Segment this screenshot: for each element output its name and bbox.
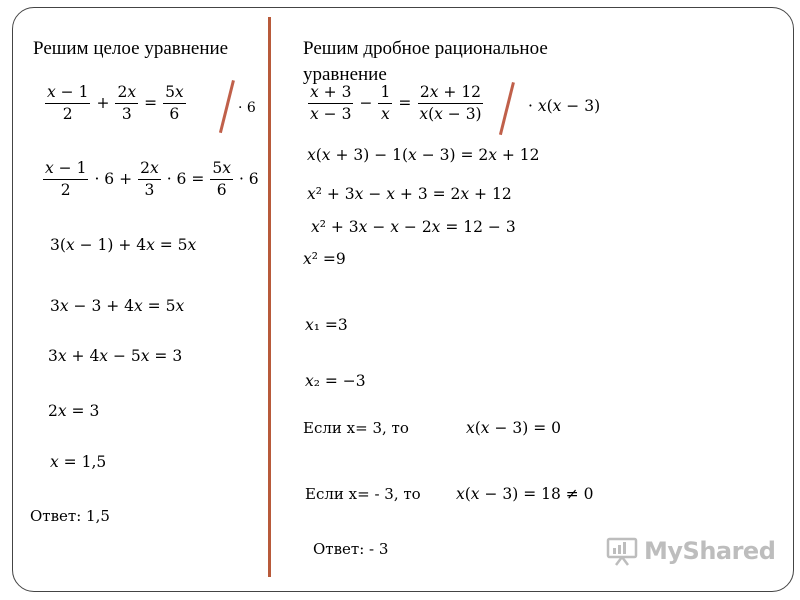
- right-equation-1: $\frac{\text{𝑥 + 3}}{\text{𝑥 − 3}}$ − $\frac{1}{\text{𝑥}}$ = $\frac{\text{2𝑥 + 12}}{\text{𝑥(𝑥 − 3)}}$: [310, 83, 482, 124]
- left-equation-3: 3(𝑥 − 1) + 4𝑥 = 5𝑥: [50, 236, 197, 254]
- fraction: $\frac{\text{2𝑥 + 12}}{\text{𝑥(𝑥 − 3)}}$: [419, 83, 482, 124]
- column-divider: [268, 17, 271, 577]
- left-equation-2: $\frac{\text{𝑥 − 1}}{2}$ · 6 + $\frac{\text{2𝑥}}{3}$ · 6 = $\frac{\text{5𝑥}}{6}$ · 6: [45, 159, 259, 200]
- left-multiplier: · 6: [238, 100, 256, 116]
- left-equation-6: 2𝑥 = 3: [48, 402, 100, 420]
- fraction: $\frac{\text{2𝑥}}{3}$: [117, 83, 137, 124]
- right-multiplier: · 𝑥(𝑥 − 3): [528, 97, 601, 115]
- right-equation-7: 𝑥₂ = −3: [305, 372, 366, 390]
- fraction: $\frac{\text{2𝑥}}{3}$: [140, 159, 159, 200]
- left-answer: Ответ: 1,5: [30, 507, 110, 525]
- right-equation-5: 𝑥² =9: [303, 250, 346, 268]
- left-equation-4: 3𝑥 − 3 + 4𝑥 = 5𝑥: [50, 297, 185, 315]
- right-equation-4: 𝑥² + 3𝑥 − 𝑥 − 2𝑥 = 12 − 3: [311, 218, 516, 236]
- fraction: $\frac{\text{5𝑥}}{6}$: [212, 159, 231, 200]
- fraction: $\frac{\text{𝑥 − 1}}{2}$: [47, 83, 89, 124]
- right-equation-2: 𝑥(𝑥 + 3) − 1(𝑥 − 3) = 2𝑥 + 12: [307, 146, 540, 164]
- right-check-1-expression: 𝑥(𝑥 − 3) = 0: [466, 419, 561, 437]
- fraction: $\frac{\text{5𝑥}}{6}$: [165, 83, 184, 124]
- left-equation-5: 3𝑥 + 4𝑥 − 5𝑥 = 3: [48, 347, 183, 365]
- right-answer: Ответ: - 3: [313, 540, 389, 558]
- left-equation-1: $\frac{\text{𝑥 − 1}}{2}$ + $\frac{\text{2𝑥}}{3}$ = $\frac{\text{5𝑥}}{6}$: [47, 83, 184, 124]
- fraction: $\frac{\text{𝑥 + 3}}{\text{𝑥 − 3}}$: [310, 83, 352, 124]
- right-equation-6: 𝑥₁ =3: [305, 316, 348, 334]
- fraction: $\frac{\text{𝑥 − 1}}{2}$: [45, 159, 87, 200]
- right-equation-3: 𝑥² + 3𝑥 − 𝑥 + 3 = 2𝑥 + 12: [307, 185, 512, 203]
- right-heading-line-2: уравнение: [303, 64, 387, 85]
- left-heading: Решим целое уравнение: [33, 38, 229, 59]
- myshared-logo: [606, 536, 775, 566]
- right-heading-line-1: Решим дробное рациональное: [303, 38, 548, 59]
- left-equation-7: 𝑥 = 1,5: [50, 453, 107, 471]
- right-check-1-text: Если x= 3, то: [303, 419, 409, 437]
- fraction: $\frac{1}{\text{𝑥}}$: [380, 83, 391, 124]
- right-check-2-text: Если x= - 3, то: [305, 485, 421, 503]
- right-check-2-expression: 𝑥(𝑥 − 3) = 18 ≠ 0: [456, 485, 594, 503]
- logo-text: MyShared: [644, 537, 776, 565]
- presentation-board-icon: [606, 536, 638, 566]
